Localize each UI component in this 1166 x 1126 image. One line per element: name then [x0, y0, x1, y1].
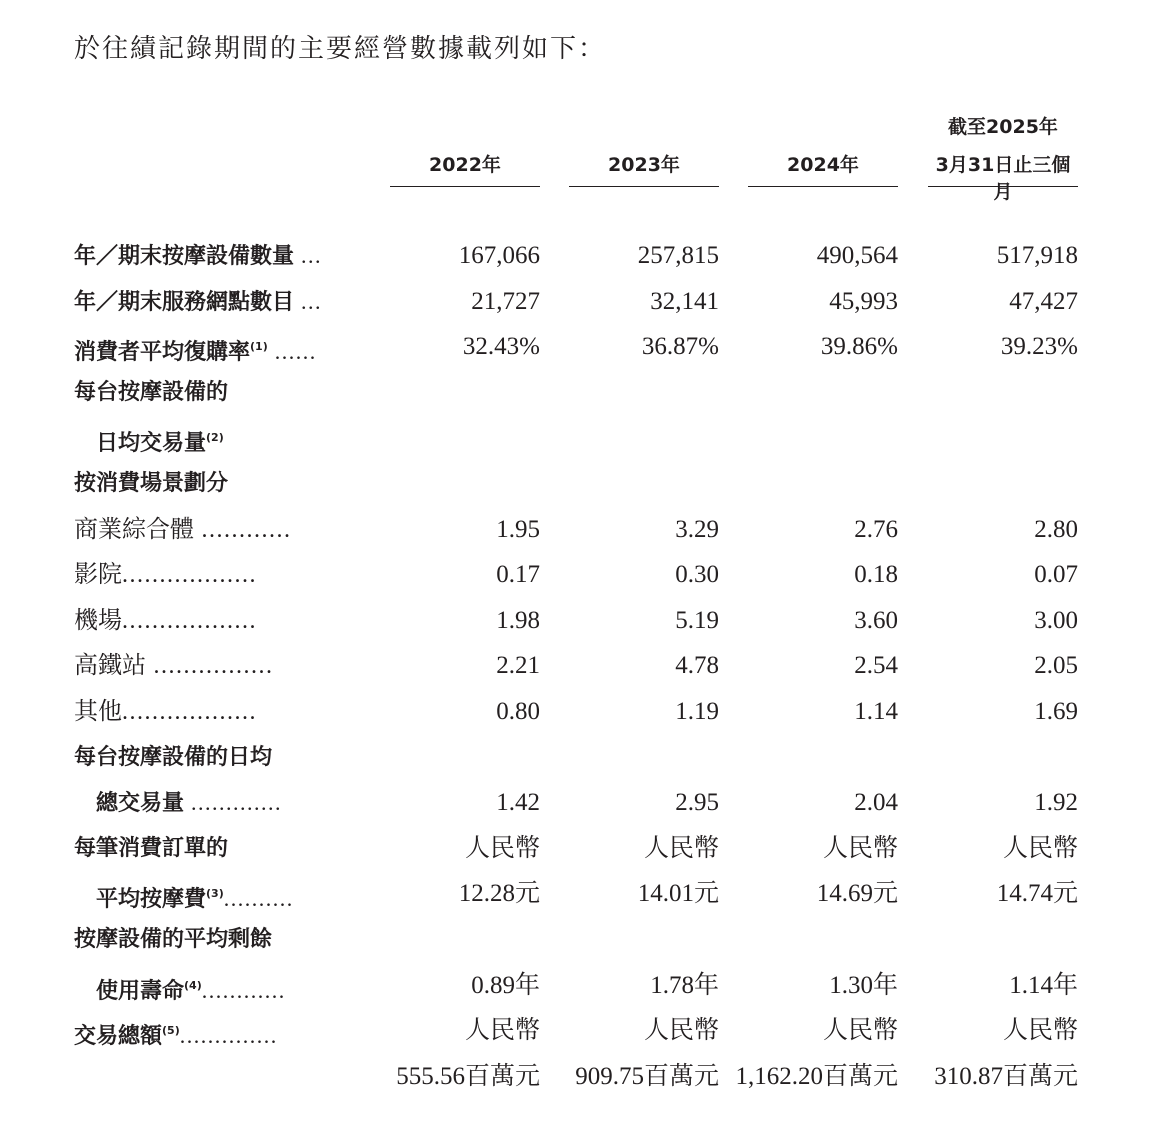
cell-value: 人民幣: [464, 1017, 540, 1045]
cell-value: 0.80: [496, 698, 540, 725]
cell-value: 3.60: [854, 606, 898, 634]
table-row: [74, 510, 1084, 550]
cell-value: 人民幣: [822, 834, 898, 862]
cell-value: 2.54: [854, 652, 898, 680]
table-row: [74, 874, 1084, 914]
cell-value: 909.75百萬元: [575, 1062, 719, 1090]
row-label: [96, 783, 350, 824]
cell-value: 0.18: [854, 561, 898, 589]
leader-dots: ...: [294, 243, 323, 268]
cell-value: 32.43%: [462, 333, 540, 361]
leader-dots: ..................: [122, 562, 257, 589]
cell-value: 人民幣: [643, 834, 719, 862]
row-label-text: 年／期末按摩設備數量: [74, 244, 295, 269]
cell-value: 1.30年: [829, 971, 898, 999]
cell-value: 36.87%: [641, 333, 719, 361]
row-label-text: 按摩設備的平均剩餘: [74, 927, 273, 952]
cell-value: 1.95: [496, 515, 540, 543]
table-row: [74, 282, 1084, 322]
row-label: [74, 464, 350, 504]
leader-dots: ..................: [122, 699, 257, 725]
row-label-text: 高鐵站: [74, 653, 146, 680]
table-row: [74, 555, 1084, 595]
column-header-line2: 2022年: [429, 154, 501, 176]
cell-value: 人民幣: [464, 834, 540, 862]
column-header-line1: 截至2025年: [948, 116, 1058, 138]
row-label-text: 每筆消費訂單的: [74, 835, 229, 861]
column-rule: [748, 186, 898, 187]
cell-value: 人民幣: [643, 1017, 719, 1045]
row-label-text: 商業綜合體: [74, 516, 194, 543]
cell-value: 555.56百萬元: [396, 1062, 540, 1090]
footnote-marker: (4): [184, 978, 202, 992]
footnote-marker: (1): [250, 340, 268, 354]
cell-value: 517,918: [996, 242, 1078, 269]
leader-dots: ..........: [223, 886, 294, 912]
cell-value: 1.98: [496, 606, 540, 634]
leader-dots: ...: [294, 288, 323, 314]
table-row: [74, 373, 1084, 413]
row-label: [74, 282, 350, 323]
row-label: [74, 920, 350, 960]
row-label-text: 交易總額: [74, 1024, 163, 1050]
cell-value: 12.28元: [458, 880, 540, 908]
cell-value: 39.86%: [820, 333, 898, 361]
cell-value: 1,162.20百萬元: [735, 1062, 898, 1090]
cell-value: 3.00: [1034, 606, 1078, 634]
row-label: [74, 510, 350, 550]
row-label-text: 按消費場景劃分: [74, 471, 229, 496]
row-label: [74, 601, 350, 641]
row-label: [74, 1011, 350, 1057]
row-label-text: 日均交易量: [96, 431, 207, 457]
row-label-text: 每台按摩設備的: [74, 379, 229, 405]
table-row: [74, 738, 1084, 778]
cell-value: 47,427: [1009, 287, 1078, 315]
column-header-line2: 3月31日止三個月: [935, 154, 1071, 203]
cell-value: 2.76: [854, 515, 898, 543]
intro-sentence: 於往績記錄期間的主要經營數據載列如下：: [74, 34, 607, 63]
cell-value: 32,141: [650, 287, 719, 315]
table-row: [74, 829, 1084, 869]
table-row: [74, 1057, 1084, 1097]
column-rule: [569, 186, 719, 187]
row-label-text: 每台按摩設備的日均: [74, 744, 273, 770]
cell-value: 人民幣: [1002, 1017, 1078, 1045]
column-rule: [390, 186, 540, 187]
row-label: [74, 327, 350, 373]
cell-value: 2.95: [675, 789, 719, 817]
cell-value: 5.19: [675, 606, 719, 634]
cell-value: 2.04: [854, 789, 898, 817]
cell-value: 1.19: [675, 698, 719, 725]
column-rule: [928, 186, 1078, 187]
table-row: [74, 1011, 1084, 1051]
cell-value: 0.17: [496, 561, 540, 589]
cell-value: 4.78: [675, 652, 719, 680]
table-row: [74, 783, 1084, 823]
row-label-text: 消費者平均復購率: [74, 340, 251, 366]
cell-value: 0.07: [1034, 561, 1078, 589]
cell-value: 2.21: [496, 652, 540, 680]
cell-value: 14.69元: [816, 880, 898, 908]
row-label: [74, 373, 350, 413]
row-label-text: 機場: [74, 607, 122, 634]
row-label-text: 其他: [74, 699, 122, 725]
row-label: [74, 738, 350, 778]
table-row: [74, 692, 1084, 732]
row-label-text: 影院: [74, 562, 122, 589]
cell-value: 0.89年: [471, 971, 540, 999]
cell-value: 1.14年: [1009, 971, 1078, 999]
table-row: [74, 920, 1084, 960]
row-label: [96, 874, 350, 920]
cell-value: 1.92: [1034, 789, 1078, 817]
table-row: [74, 601, 1084, 641]
table-row: [74, 327, 1084, 367]
cell-value: 3.29: [675, 515, 719, 543]
leader-dots: .............: [184, 790, 283, 816]
cell-value: 2.80: [1034, 515, 1078, 543]
cell-value: 1.14: [854, 698, 898, 725]
cell-value: 人民幣: [1002, 834, 1078, 862]
row-label: [74, 829, 350, 869]
leader-dots: ............: [201, 977, 286, 1003]
row-label: [74, 646, 350, 686]
cell-value: 21,727: [471, 287, 540, 315]
cell-value: 310.87百萬元: [934, 1062, 1078, 1090]
cell-value: 257,815: [637, 242, 719, 269]
cell-value: 14.74元: [996, 880, 1078, 908]
cell-value: 1.69: [1034, 698, 1078, 725]
cell-value: 人民幣: [822, 1017, 898, 1045]
table-row: [74, 646, 1084, 686]
leader-dots: ......: [267, 339, 317, 365]
row-label-text: 使用壽命: [96, 978, 185, 1004]
footnote-marker: (5): [162, 1024, 180, 1038]
leader-dots: ................: [146, 653, 274, 680]
footnote-marker: (2): [206, 431, 224, 445]
cell-value: 1.78年: [650, 971, 719, 999]
table-row: [74, 966, 1084, 1006]
table-row: [74, 236, 1084, 276]
footnote-marker: (3): [206, 887, 224, 901]
cell-value: 1.42: [496, 789, 540, 817]
leader-dots: ............: [194, 516, 292, 543]
cell-value: 0.30: [675, 561, 719, 589]
row-label: [74, 692, 350, 732]
row-label: [96, 418, 350, 464]
row-label-text: 平均按摩費: [96, 887, 207, 913]
cell-value: 39.23%: [1000, 333, 1078, 361]
column-header-line2: 2024年: [787, 154, 859, 176]
cell-value: 14.01元: [637, 880, 719, 908]
row-label: [96, 966, 350, 1012]
cell-value: 2.05: [1034, 652, 1078, 680]
row-label: [74, 555, 350, 595]
row-label: [74, 236, 350, 277]
leader-dots: ..............: [179, 1023, 278, 1049]
table-row: [74, 464, 1084, 504]
column-header-line2: 2023年: [608, 154, 680, 176]
leader-dots: ..................: [122, 607, 257, 634]
row-label-text: 總交易量: [96, 791, 185, 817]
cell-value: 167,066: [458, 242, 540, 269]
row-label-text: 年／期末服務網點數目: [74, 289, 295, 315]
cell-value: 45,993: [829, 287, 898, 315]
table-row: [74, 418, 1084, 458]
cell-value: 490,564: [816, 242, 898, 269]
